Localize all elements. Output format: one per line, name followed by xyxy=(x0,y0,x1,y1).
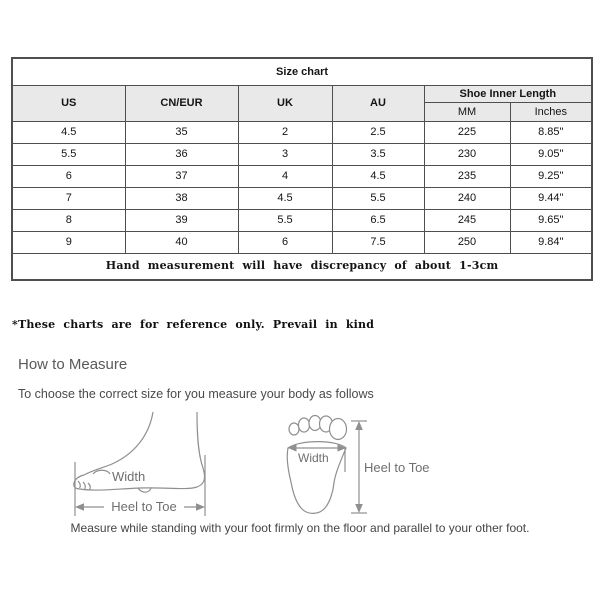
cell-uk: 5.5 xyxy=(238,210,332,232)
table-row xyxy=(12,166,592,188)
cell-au: 3.5 xyxy=(332,144,424,166)
cell-uk: 4 xyxy=(238,166,332,188)
side-view-heel-to-toe-label: Heel to Toe xyxy=(104,499,184,514)
cell-au: 5.5 xyxy=(332,188,424,210)
table-row xyxy=(12,210,592,232)
cell-cn-eur: 38 xyxy=(125,188,238,210)
cell-inches: 9.84" xyxy=(510,232,592,254)
cell-mm: 245 xyxy=(424,210,510,232)
cell-cn-eur: 37 xyxy=(125,166,238,188)
cell-us: 8 xyxy=(12,210,125,232)
cell-cn-eur: 39 xyxy=(125,210,238,232)
toe-shape xyxy=(299,418,310,432)
cell-inches: 9.05" xyxy=(510,144,592,166)
subheader-mm: MM xyxy=(424,103,510,122)
column-header-uk: UK xyxy=(238,86,332,122)
column-header-us: US xyxy=(12,86,125,122)
measurement-discrepancy-note: Hand measurement will have discrepancy of about 1-3cm xyxy=(12,254,592,281)
toe-shape xyxy=(330,419,347,440)
cell-mm: 240 xyxy=(424,188,510,210)
cell-mm: 225 xyxy=(424,122,510,144)
column-header-cn-eur: CN/EUR xyxy=(125,86,238,122)
cell-au: 2.5 xyxy=(332,122,424,144)
cell-au: 6.5 xyxy=(332,210,424,232)
cell-cn-eur: 40 xyxy=(125,232,238,254)
cell-inches: 9.25" xyxy=(510,166,592,188)
reference-note: *These charts are for reference only. Prevail in kind xyxy=(12,318,375,331)
how-to-measure-intro: To choose the correct size for you measure your body as follows xyxy=(18,387,374,401)
table-row xyxy=(12,122,592,144)
cell-inches: 9.65" xyxy=(510,210,592,232)
cell-cn-eur: 35 xyxy=(125,122,238,144)
cell-uk: 3 xyxy=(238,144,332,166)
table-row xyxy=(12,188,592,210)
subheader-inches: Inches xyxy=(510,103,592,122)
top-view-width-label: Width xyxy=(298,451,329,465)
cell-us: 9 xyxy=(12,232,125,254)
column-header-au: AU xyxy=(332,86,424,122)
cell-cn-eur: 36 xyxy=(125,144,238,166)
size-chart-table xyxy=(11,57,593,281)
cell-uk: 6 xyxy=(238,232,332,254)
cell-au: 4.5 xyxy=(332,166,424,188)
how-to-measure-heading: How to Measure xyxy=(18,356,128,373)
measure-instruction-caption: Measure while standing with your foot firmly on the floor and parallel to your other foot. xyxy=(70,521,530,535)
cell-uk: 2 xyxy=(238,122,332,144)
cell-mm: 235 xyxy=(424,166,510,188)
foot-measurement-diagrams xyxy=(0,398,600,533)
table-row xyxy=(12,144,592,166)
cell-mm: 250 xyxy=(424,232,510,254)
cell-uk: 4.5 xyxy=(238,188,332,210)
cell-us: 4.5 xyxy=(12,122,125,144)
cell-us: 7 xyxy=(12,188,125,210)
side-view-width-label: Width xyxy=(112,469,146,484)
toe-shape xyxy=(289,423,299,435)
size-chart-title: Size chart xyxy=(12,58,592,86)
cell-mm: 230 xyxy=(424,144,510,166)
cell-inches: 8.85" xyxy=(510,122,592,144)
cell-au: 7.5 xyxy=(332,232,424,254)
table-row xyxy=(12,232,592,254)
cell-us: 6 xyxy=(12,166,125,188)
cell-inches: 9.44" xyxy=(510,188,592,210)
top-view-heel-to-toe-label: Heel to Toe xyxy=(364,460,430,475)
cell-us: 5.5 xyxy=(12,144,125,166)
header-shoe-inner-length: Shoe Inner Length xyxy=(424,86,592,103)
